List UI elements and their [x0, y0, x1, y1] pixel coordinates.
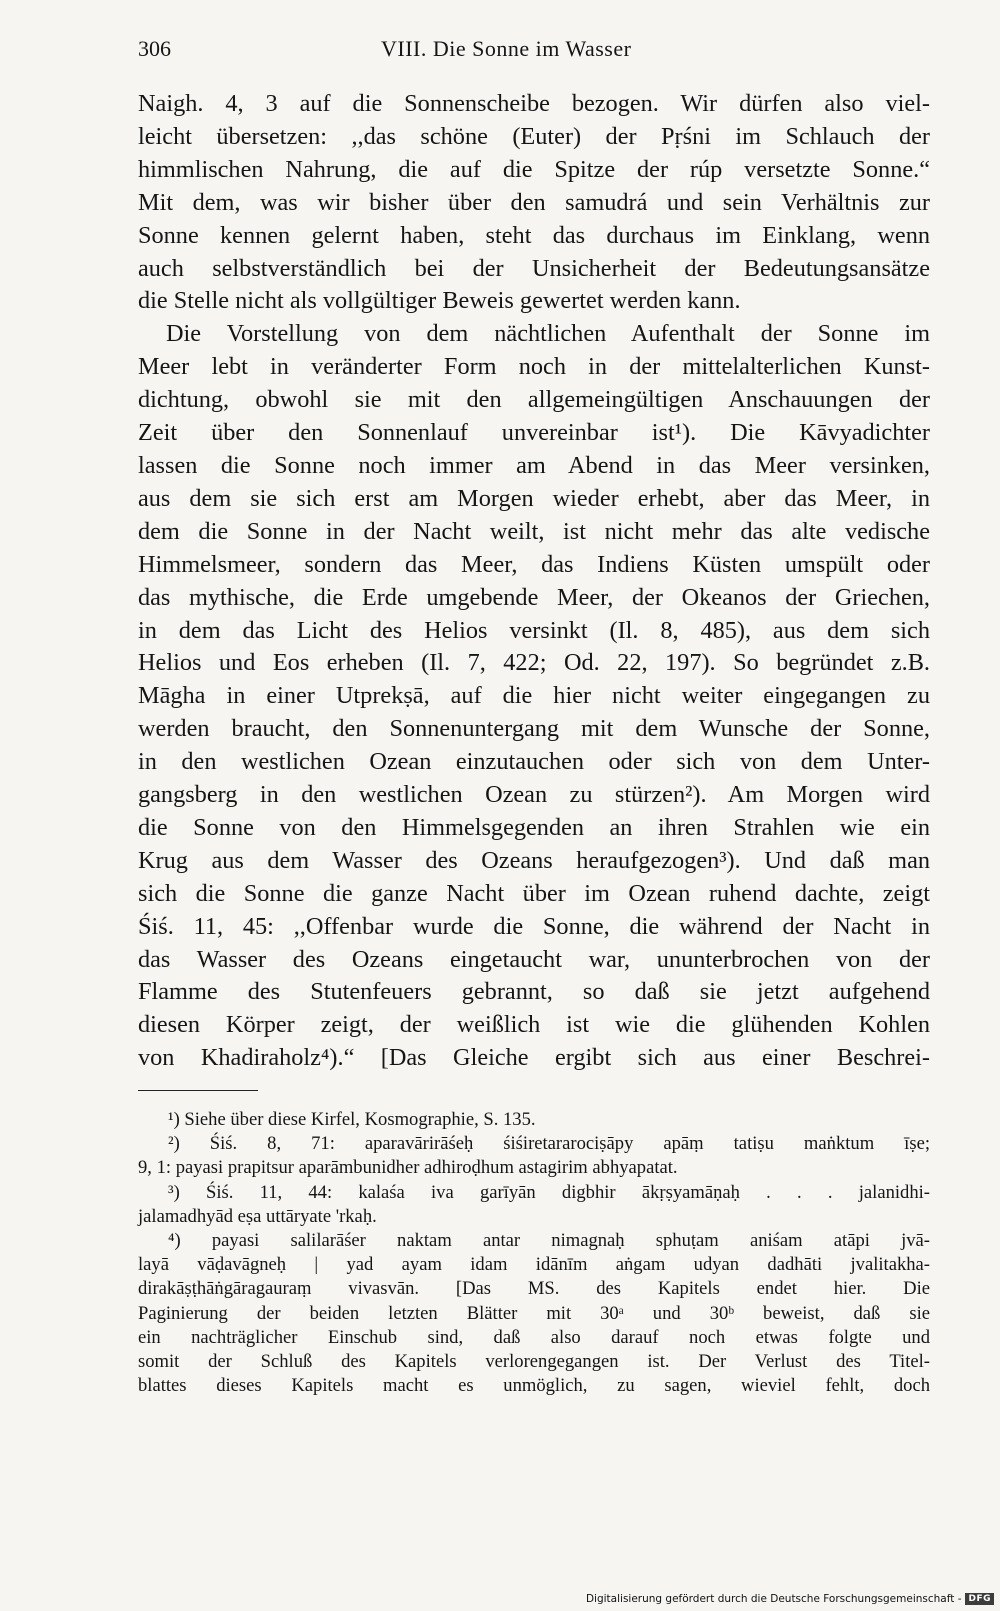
- footnote-line: ⁴) payasi salilarāśer naktam antar nimagnaḥ sphuṭam aniśam atāpi jvā-: [168, 1230, 930, 1252]
- text-line: werden braucht, den Sonnenuntergang mit dem Wunsche der Sonne,: [138, 715, 930, 743]
- paragraph-2: [138, 318, 930, 1075]
- text-line: Die Vorstellung von dem nächtlichen Aufenthalt der Sonne im: [166, 320, 930, 348]
- paragraph-1: [138, 88, 930, 318]
- text-line: die Stelle nicht als vollgültiger Beweis gewertet werden kann.: [138, 287, 741, 315]
- text-line: Māgha in einer Utprekṣā, auf die hier nicht weiter eingegangen zu: [138, 682, 930, 710]
- footnote-4: [138, 1229, 930, 1398]
- text-line: himmlischen Nahrung, die auf die Spitze der rúp versetzte Sonne.“: [138, 155, 930, 183]
- digitization-text: Digitalisierung gefördert durch die Deutsche Forschungsgemeinschaft -: [585, 1593, 962, 1605]
- text-line: diesen Körper zeigt, der weißlich ist wie die glühenden Kohlen: [138, 1011, 930, 1039]
- footnote-line: ¹) Siehe über diese Kirfel, Kosmographie, S. 135.: [168, 1109, 536, 1130]
- text-line: Mit dem, was wir bisher über den samudrá und sein Verhältnis zur: [138, 188, 930, 216]
- footnote-line: Paginierung der beiden letzten Blätter mit 30ᵃ und 30ᵇ beweist, daß sie: [138, 1302, 930, 1324]
- text-line: auch selbstverständlich bei der Unsicherheit der Bedeutungsansätze: [138, 254, 930, 282]
- text-line: Flamme des Stutenfeuers gebrannt, so daß sie jetzt aufgehend: [138, 978, 930, 1006]
- footnote-line: 9, 1: payasi prapitsur aparāmbunidher adhiroḍhum astagirim abhyapatat.: [138, 1157, 678, 1179]
- digitization-credit: [586, 1591, 994, 1607]
- footnote-line: jalamadhyād eṣa uttāryate 'rkaḥ.: [138, 1205, 377, 1227]
- footnote-line: layā vāḍavāgneḥ | yad ayam idam idānīm aṅgam udyan dadhāti jvalitakha-: [138, 1254, 930, 1276]
- dfg-logo: DFG: [965, 1593, 994, 1605]
- footnote-1: [138, 1108, 930, 1132]
- page-header: [138, 30, 918, 66]
- footnote-line: blattes dieses Kapitels macht es unmöglich, zu sagen, wieviel fehlt, doch: [138, 1375, 930, 1397]
- footnote-rule: [138, 1090, 258, 1091]
- text-line: Zeit über den Sonnenlauf unvereinbar ist¹). Die Kāvyadichter: [138, 419, 930, 447]
- text-line: Meer lebt in veränderter Form noch in der mittelalterlichen Kunst-: [138, 353, 930, 381]
- footnote-line: ein nachträglicher Einschub sind, daß also darauf noch etwas folgte und: [138, 1326, 930, 1348]
- running-title: VIII. Die Sonne im Wasser: [381, 36, 632, 61]
- text-line: Helios und Eos erheben (Il. 7, 422; Od. 22, 197). So begründet z.B.: [138, 649, 930, 677]
- text-line: aus dem sie sich erst am Morgen wieder erhebt, aber das Meer, in: [138, 484, 930, 512]
- footnotes: [138, 1108, 930, 1398]
- footnote-2: [138, 1132, 930, 1180]
- text-line: Naigh. 4, 3 auf die Sonnenscheibe bezogen. Wir dürfen also viel-: [138, 90, 930, 117]
- page-number: 306: [138, 36, 171, 61]
- text-line: die Sonne von den Himmelsgegenden an ihren Strahlen wie ein: [138, 813, 930, 841]
- footnote-line: dirakāṣṭhāṅgāragauraṃ vivasvān. [Das MS. des Kapitels endet hier. Die: [138, 1278, 930, 1300]
- text-line: Himmelsmeer, sondern das Meer, das Indiens Küsten umspült oder: [138, 550, 930, 578]
- text-line: dem die Sonne in der Nacht weilt, ist nicht mehr das alte vedische: [138, 517, 930, 545]
- footnote-3: [138, 1181, 930, 1229]
- text-line: dichtung, obwohl sie mit den allgemeingültigen Anschauungen der: [138, 386, 930, 414]
- text-line: das mythische, die Erde umgebende Meer, der Okeanos der Griechen,: [138, 583, 930, 611]
- text-line: in den westlichen Ozean einzutauchen oder sich von dem Unter-: [138, 748, 930, 776]
- footnote-line: ²) Śiś. 8, 71: aparavārirāśeḥ śiśiretararociṣāpy apāṃ tatiṣu maṅktum īṣe;: [168, 1133, 930, 1155]
- footnote-line: somit der Schluß des Kapitels verlorengegangen ist. Der Verlust des Titel-: [138, 1351, 930, 1373]
- footnote-line: ³) Śiś. 11, 44: kalaśa iva garīyān digbhir ākṛṣyamāṇaḥ . . . jalanidhi-: [168, 1181, 930, 1203]
- text-line: Krug aus dem Wasser des Ozeans heraufgezogen³). Und daß man: [138, 846, 930, 874]
- text-line: in dem das Licht des Helios versinkt (Il. 8, 485), aus dem sich: [138, 616, 930, 644]
- text-line: das Wasser des Ozeans eingetaucht war, ununterbrochen von der: [138, 945, 930, 973]
- text-line: Sonne kennen gelernt haben, steht das durchaus im Einklang, wenn: [138, 221, 930, 249]
- main-text: [138, 88, 930, 1075]
- text-line: Śiś. 11, 45: ,,Offenbar wurde die Sonne, die während der Nacht in: [138, 912, 930, 940]
- text-line: lassen die Sonne noch immer am Abend in das Meer versinken,: [138, 451, 930, 479]
- text-line: von Khadiraholz⁴).“ [Das Gleiche ergibt sich aus einer Beschrei-: [138, 1044, 930, 1072]
- text-line: gangsberg in den westlichen Ozean zu stürzen²). Am Morgen wird: [138, 781, 930, 809]
- text-line: sich die Sonne die ganze Nacht über im Ozean ruhend dachte, zeigt: [138, 879, 930, 907]
- text-line: leicht übersetzen: ,,das schöne (Euter) der Pṛśni im Schlauch der: [138, 122, 930, 150]
